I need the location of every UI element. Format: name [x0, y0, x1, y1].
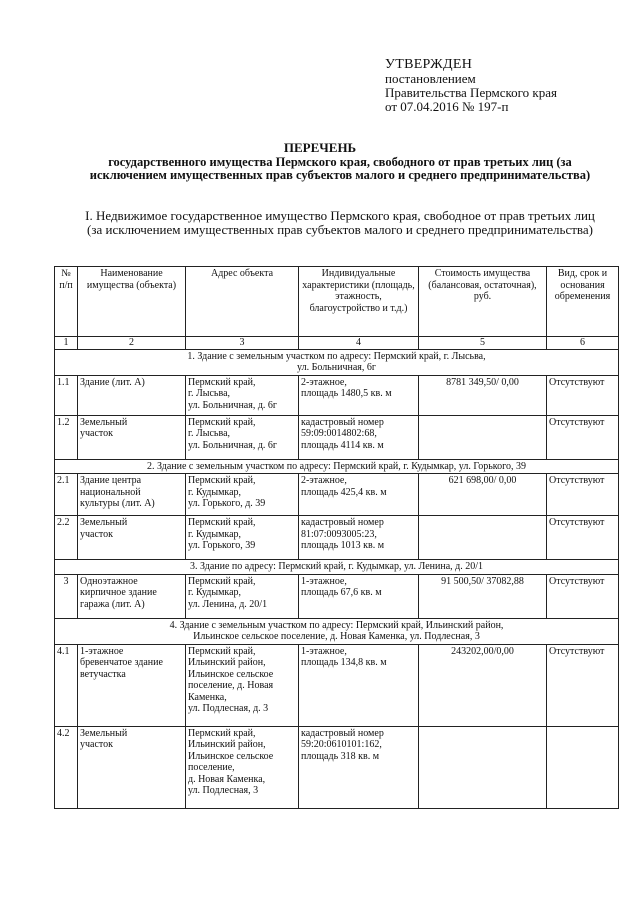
- table-row: [55, 474, 619, 516]
- header-characteristics: Индивидуальные характеристики (площадь, этажность, благоустройство и т.д.): [299, 267, 419, 337]
- row-encumbrance: Отсутствуют: [547, 644, 619, 726]
- approval-line-3: от 07.04.2016 № 197-п: [385, 99, 509, 114]
- row-number: 3: [55, 574, 78, 618]
- approval-block: [385, 58, 557, 114]
- row-address: Пермский край, г. Кудымкар, ул. Ленина, д. 20/1: [186, 574, 299, 618]
- property-table: [54, 266, 619, 809]
- column-number: 5: [419, 337, 547, 350]
- document-title: ПЕРЕЧЕНЬ: [283, 140, 357, 155]
- column-number: 4: [299, 337, 419, 350]
- row-encumbrance: [547, 726, 619, 808]
- column-number-row: [55, 337, 619, 350]
- group-heading: 1. Здание с земельным участком по адресу: Пермский край, г. Лысьва, ул. Больничная, 6г: [55, 349, 619, 375]
- row-cost: [419, 516, 547, 560]
- approval-line-2: Правительства Пермского края: [385, 85, 557, 100]
- group-row: [55, 459, 619, 474]
- row-characteristics: 1-этажное, площадь 67,6 кв. м: [299, 574, 419, 618]
- table-row: [55, 415, 619, 459]
- row-characteristics: 1-этажное, площадь 134,8 кв. м: [299, 644, 419, 726]
- row-cost: 621 698,00/ 0,00: [419, 474, 547, 516]
- column-number: 3: [186, 337, 299, 350]
- row-number: 4.2: [55, 726, 78, 808]
- row-characteristics: 2-этажное, площадь 425,4 кв. м: [299, 474, 419, 516]
- row-encumbrance: Отсутствуют: [547, 474, 619, 516]
- header-encumbrance: Вид, срок и основания обременения: [547, 267, 619, 337]
- group-row: [55, 349, 619, 375]
- row-characteristics: кадастровый номер 81:07:0093005:23, площадь 1013 кв. м: [299, 516, 419, 560]
- row-address: Пермский край, Ильинский район, Ильинское сельское поселение, д. Новая Каменка, ул. Подлесная, д. 3: [186, 644, 299, 726]
- column-number: 6: [547, 337, 619, 350]
- row-encumbrance: Отсутствуют: [547, 375, 619, 415]
- row-encumbrance: Отсутствуют: [547, 516, 619, 560]
- header-number: № п/п: [55, 267, 78, 337]
- row-name: Земельный участок: [78, 726, 186, 808]
- group-heading: 2. Здание с земельным участком по адресу: Пермский край, г. Кудымкар, ул. Горького, 39: [55, 459, 619, 474]
- table-row: [55, 574, 619, 618]
- row-address: Пермский край, г. Лысьва, ул. Больничная, д. 6г: [186, 375, 299, 415]
- row-cost: [419, 415, 547, 459]
- row-encumbrance: Отсутствуют: [547, 574, 619, 618]
- row-address: Пермский край, г. Кудымкар, ул. Горького, д. 39: [186, 474, 299, 516]
- row-number: 2.1: [55, 474, 78, 516]
- header-cost: Стоимость имущества (балансовая, остаточная), руб.: [419, 267, 547, 337]
- row-name: Земельный участок: [78, 415, 186, 459]
- table-row: [55, 644, 619, 726]
- row-number: 4.1: [55, 644, 78, 726]
- row-cost: 8781 349,50/ 0,00: [419, 375, 547, 415]
- row-name: Здание центра национальной культуры (лит. А): [78, 474, 186, 516]
- approval-line-1: постановлением: [385, 71, 476, 86]
- row-encumbrance: Отсутствуют: [547, 415, 619, 459]
- row-name: Одноэтажное кирпичное здание гаража (лит. А): [78, 574, 186, 618]
- table-row: [55, 375, 619, 415]
- group-heading: 4. Здание с земельным участком по адресу: Пермский край, Ильинский район, Ильинское сельское поселение, д. Новая Каменка, ул. Подлесная, 3: [55, 618, 619, 644]
- row-address: Пермский край, г. Лысьва, ул. Больничная, д. 6г: [186, 415, 299, 459]
- group-heading: 3. Здание по адресу: Пермский край, г. Кудымкар, ул. Ленина, д. 20/1: [55, 560, 619, 575]
- row-cost: 243202,00/0,00: [419, 644, 547, 726]
- column-number: 1: [55, 337, 78, 350]
- row-address: Пермский край, Ильинский район, Ильинское сельское поселение, д. Новая Каменка, ул. Подлесная, 3: [186, 726, 299, 808]
- row-characteristics: 2-этажное, площадь 1480,5 кв. м: [299, 375, 419, 415]
- section-heading: I. Недвижимое государственное имущество Пермского края, свободное от прав третьих лиц (за исключением имущественных прав субъектов малого и среднего предпринимательства): [85, 208, 595, 237]
- header-name: Наименование имущества (объекта): [78, 267, 186, 337]
- row-cost: [419, 726, 547, 808]
- row-characteristics: кадастровый номер 59:20:0610101:162, площадь 318 кв. м: [299, 726, 419, 808]
- column-number: 2: [78, 337, 186, 350]
- row-name: Здание (лит. А): [78, 375, 186, 415]
- row-number: 2.2: [55, 516, 78, 560]
- group-row: [55, 560, 619, 575]
- table-header-row: [55, 267, 619, 337]
- row-cost: 91 500,50/ 37082,88: [419, 574, 547, 618]
- row-address: Пермский край, г. Кудымкар, ул. Горького, 39: [186, 516, 299, 560]
- header-address: Адрес объекта: [186, 267, 299, 337]
- row-characteristics: кадастровый номер 59:09:0014802:68, площадь 4114 кв. м: [299, 415, 419, 459]
- row-number: 1.1: [55, 375, 78, 415]
- table-row: [55, 726, 619, 808]
- row-number: 1.2: [55, 415, 78, 459]
- group-row: [55, 618, 619, 644]
- row-name: Земельный участок: [78, 516, 186, 560]
- document-subtitle: государственного имущества Пермского края, свободного от прав третьих лиц (за исключением имущественных прав субъектов малого и среднего предпринимательства): [89, 155, 591, 182]
- approval-heading: УТВЕРЖДЕН: [385, 57, 473, 72]
- row-name: 1-этажное бревенчатое здание ветучастка: [78, 644, 186, 726]
- table-row: [55, 516, 619, 560]
